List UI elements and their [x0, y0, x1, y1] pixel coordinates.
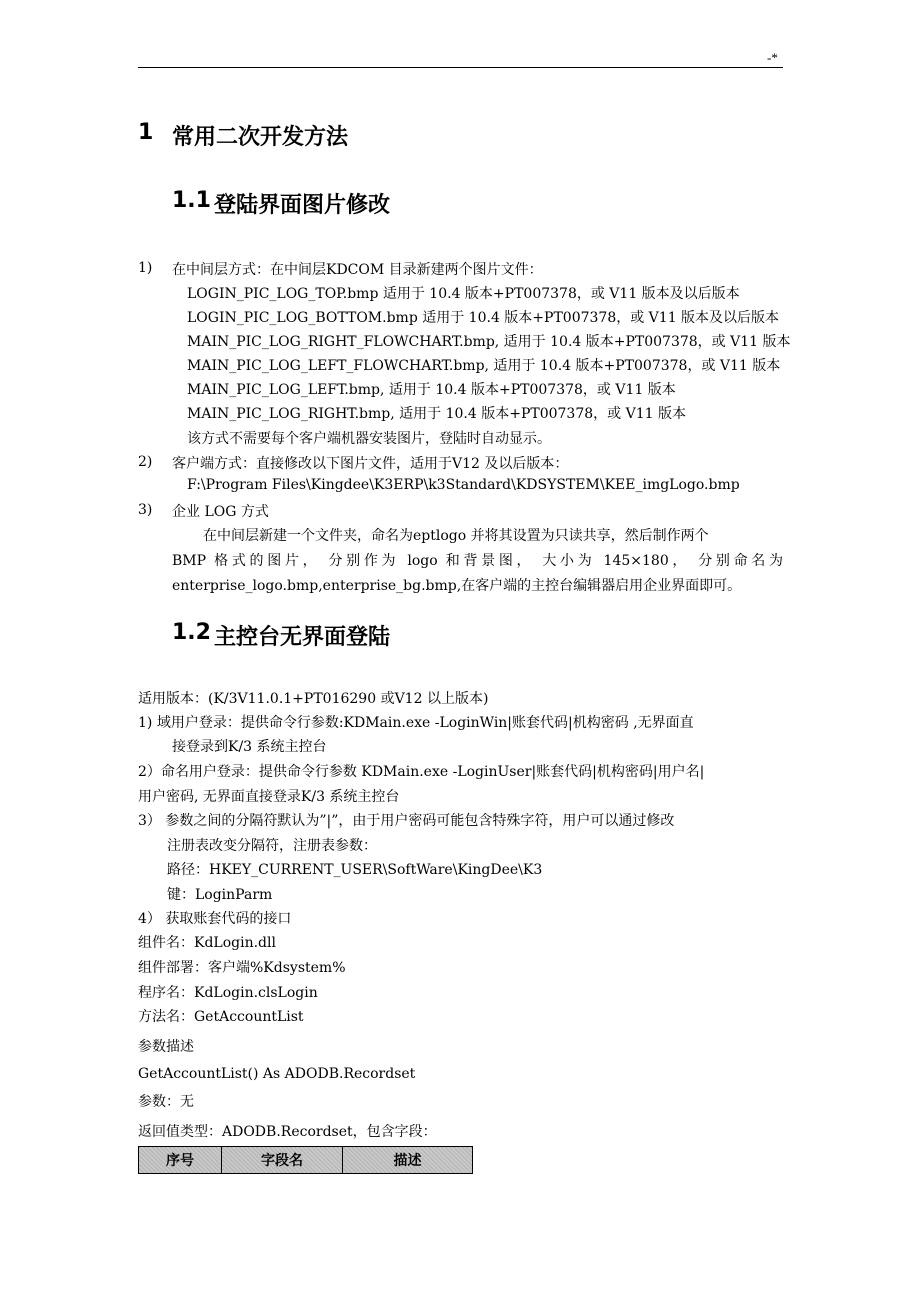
table-header-row	[139, 1147, 473, 1174]
item1-marker: 1)	[138, 260, 153, 276]
separator-line-2: 注册表改变分隔符，注册表参数：	[167, 838, 377, 854]
applicable-version: 适用版本：(K/3V11.0.1+PT016290 或V12 以上版本)	[138, 691, 489, 707]
named-login-line-2: 用户密码, 无界面直接登录K/3 系统主控台	[138, 789, 400, 805]
named-login-line-1: 2）命名用户登录：提供命令行参数 KDMain.exe -LoginUser|账套代码|机构密码|用户名|	[138, 764, 705, 780]
domain-login-line-2: 接登录到K/3 系统主控台	[172, 739, 327, 755]
section-1-title: 常用二次开发方法	[172, 125, 349, 150]
return-type: 返回值类型：ADODB.Recordset，包含字段：	[138, 1124, 437, 1140]
table-header-field-name: 字段名	[222, 1147, 343, 1174]
method-signature: GetAccountList() As ADODB.Recordset	[138, 1066, 416, 1082]
table-header-seq: 序号	[139, 1147, 222, 1174]
component-deploy: 组件部署：客户端%Kdsystem%	[138, 960, 346, 976]
item3-marker: 3)	[138, 502, 153, 518]
item2-intro: 客户端方式：直接修改以下图片文件，适用于V12 及以后版本：	[172, 456, 569, 472]
section-1-number: 1	[138, 120, 154, 145]
item1-file-5: MAIN_PIC_LOG_LEFT.bmp, 适用于 10.4 版本+PT007378，或 V11 版本	[187, 382, 676, 398]
registry-path: 路径：HKEY_CURRENT_USER\SoftWare\KingDee\K3	[167, 862, 543, 878]
section-1-1-number: 1.1	[172, 188, 211, 213]
component-name: 组件名：KdLogin.dll	[138, 935, 276, 951]
account-interface-heading: 4） 获取账套代码的接口	[138, 911, 292, 927]
section-1-2-number: 1.2	[172, 620, 211, 645]
item1-intro: 在中间层方式：在中间层KDCOM 目录新建两个图片文件：	[172, 262, 543, 278]
item1-file-3: MAIN_PIC_LOG_RIGHT_FLOWCHART.bmp, 适用于 10.4 版本+PT007378，或 V11 版本	[187, 334, 791, 350]
item1-note: 该方式不需要每个客户端机器安装图片，登陆时自动显示。	[187, 431, 551, 447]
domain-login-line-1: 1) 域用户登录：提供命令行参数:KDMain.exe -LoginWin|账套代码|机构密码 ,无界面直	[138, 715, 694, 731]
section-1-1-title: 登陆界面图片修改	[214, 193, 391, 218]
method-name: 方法名：GetAccountList	[138, 1009, 304, 1025]
item1-file-4: MAIN_PIC_LOG_LEFT_FLOWCHART.bmp, 适用于 10.4 版本+PT007378，或 V11 版本	[187, 358, 781, 374]
item1-file-6: MAIN_PIC_LOG_RIGHT.bmp, 适用于 10.4 版本+PT007378，或 V11 版本	[187, 406, 686, 422]
params-none: 参数：无	[138, 1094, 194, 1110]
param-description-heading: 参数描述	[138, 1039, 194, 1055]
item1-file-2: LOGIN_PIC_LOG_BOTTOM.bmp 适用于 10.4 版本+PT007378，或 V11 版本及以后版本	[187, 310, 780, 326]
item2-path: F:\Program Files\Kingdee\K3ERP\k3Standard\KDSYSTEM\KEE_imgLogo.bmp	[187, 477, 740, 493]
header-rule	[138, 67, 783, 68]
item3-title: 企业 LOG 方式	[172, 504, 269, 520]
table-header-description: 描述	[343, 1147, 473, 1174]
section-1-2-title: 主控台无界面登陆	[214, 625, 391, 650]
item3-line-3: enterprise_logo.bmp,enterprise_bg.bmp,在客户端的主控台编辑器启用企业界面即可。	[172, 578, 742, 594]
item2-marker: 2)	[138, 454, 153, 470]
fields-table	[138, 1146, 473, 1174]
item3-line-2: BMP 格式的图片， 分别作为 logo 和背景图， 大小为 145×180， 分别命名为	[172, 553, 783, 569]
registry-key: 键：LoginParm	[167, 887, 273, 903]
separator-line-1: 3） 参数之间的分隔符默认为”|”，由于用户密码可能包含特殊字符，用户可以通过修改	[138, 813, 675, 829]
program-name: 程序名：KdLogin.clsLogin	[138, 985, 318, 1001]
header-mark: -*	[767, 50, 778, 65]
item1-file-1: LOGIN_PIC_LOG_TOP.bmp 适用于 10.4 版本+PT007378，或 V11 版本及以后版本	[187, 286, 740, 302]
item3-line-1: 在中间层新建一个文件夹，命名为eptlogo 并将其设置为只读共享，然后制作两个	[203, 528, 709, 544]
